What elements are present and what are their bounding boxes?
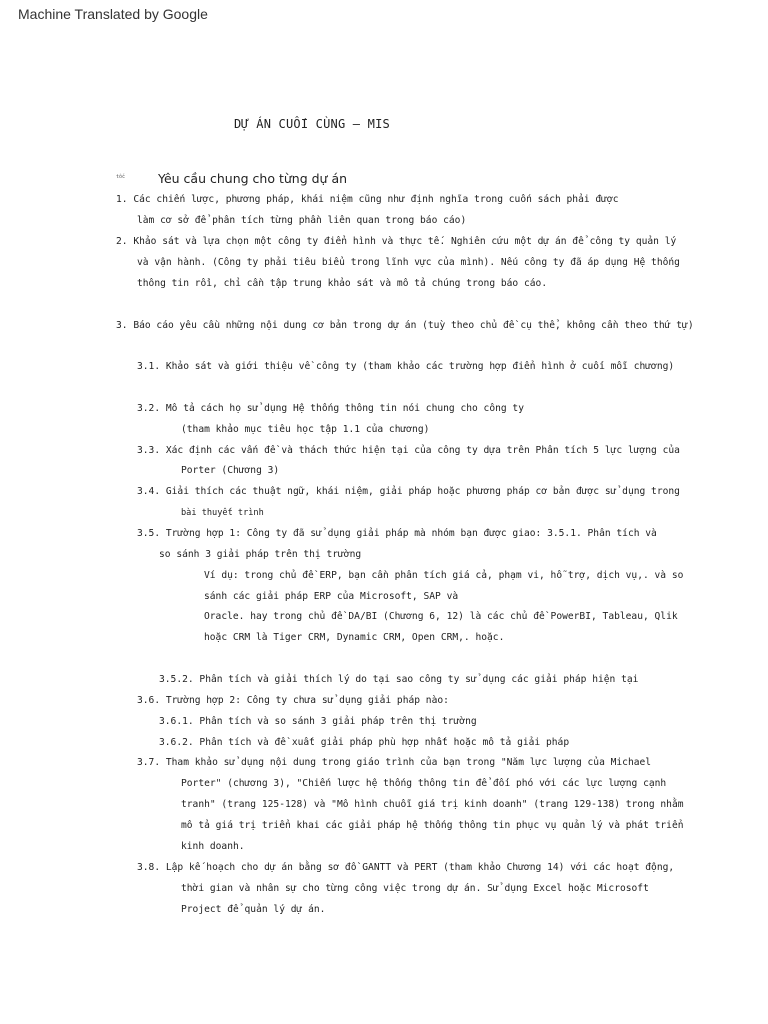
text-line: 3.5. Trường hợp 1: Công ty đã sử dụng giải pháp mà nhóm bạn được giao: 3.5.1. Phân tích và [137,528,657,539]
text-line: 3.6.2. Phân tích và đề xuất giải pháp phù hợp nhất hoặc mô tả giải pháp [159,737,570,748]
text-line: và vận hành. (Công ty phải tiêu biểu trong lĩnh vực của mình). Nếu công ty đã áp dụng Hệ thống [137,257,680,268]
document-title: DỰ ÁN CUỐI CÙNG – MIS [234,117,390,131]
text-line: Oracle. hay trong chủ đề DA/BI (Chương 6, 12) là các chủ đề PowerBI, Tableau, Qlik [204,611,678,622]
text-line: sánh các giải pháp ERP của Microsoft, SAP và [204,591,459,602]
tiny-label: tốc [116,174,126,180]
text-line: so sánh 3 giải pháp trên thị trường [159,549,362,560]
text-line: 3.2. Mô tả cách họ sử dụng Hệ thống thông tin nói chung cho công ty [137,403,524,414]
text-line: mô tả giá trị triển khai các giải pháp hệ thống thông tin phục vụ quản lý và phát triển [181,820,684,831]
text-line: 3.4. Giải thích các thuật ngữ, khái niệm, giải pháp hoặc phương pháp cơ bản được sử dụng trong [137,486,680,497]
text-line: thông tin rồi, chỉ cần tập trung khảo sát và mô tả chúng trong báo cáo. [137,278,548,289]
text-line: 3.5.2. Phân tích và giải thích lý do tại sao công ty sử dụng các giải pháp hiện tại [159,674,639,685]
text-line: Porter (Chương 3) [181,465,280,476]
text-line: hoặc CRM là Tiger CRM, Dynamic CRM, Open CRM,. hoặc. [204,632,505,643]
text-line: 1. Các chiến lược, phương pháp, khái niệm cũng như định nghĩa trong cuốn sách phải được [116,194,619,205]
text-line: kinh doanh. [181,841,245,852]
text-line: bài thuyết trình [181,508,264,518]
text-line: 3.6. Trường hợp 2: Công ty chưa sử dụng giải pháp nào: [137,695,449,706]
text-line: Porter" (chương 3), "Chiến lược hệ thống thông tin để đối phó với các lực lượng cạnh [181,778,667,789]
text-line: 3. Báo cáo yêu cầu những nội dung cơ bản trong dự án (tuỳ theo chủ đề cụ thể, không cần theo thứ tự) [116,320,694,331]
text-line: Ví dụ: trong chủ đề ERP, bạn cần phân tích giá cả, phạm vi, hỗ trợ, dịch vụ,. và so [204,570,684,581]
text-line: (tham khảo mục tiêu học tập 1.1 của chương) [181,424,430,435]
text-line: làm cơ sở để phân tích từng phần liên quan trong báo cáo) [137,215,467,226]
text-line: Project để quản lý dự án. [181,904,326,915]
text-line: thời gian và nhân sự cho từng công việc trong dự án. Sử dụng Excel hoặc Microsoft [181,883,649,894]
machine-translated-banner: Machine Translated by Google [18,6,208,22]
text-line: 3.7. Tham khảo sử dụng nội dung trong giáo trình của bạn trong "Năm lực lượng của Michael [137,757,652,768]
text-line: tranh" (trang 125-128) và "Mô hình chuỗi giá trị kinh doanh" (trang 129-138) trong nhằm [181,799,684,810]
text-line: 2. Khảo sát và lựa chọn một công ty điển hình và thực tế. Nghiên cứu một dự án để công ty quản lý [116,236,677,247]
section-heading: Yêu cầu chung cho từng dự án [158,171,348,186]
text-line: 3.6.1. Phân tích và so sánh 3 giải pháp trên thị trường [159,716,477,727]
text-line: 3.3. Xác định các vấn đề và thách thức hiện tại của công ty dựa trên Phân tích 5 lực lượng của [137,445,680,456]
text-line: 3.1. Khảo sát và giới thiệu về công ty (tham khảo các trường hợp điển hình ở cuối mỗi chương) [137,361,675,372]
text-line: 3.8. Lập kế hoạch cho dự án bằng sơ đồ GANTT và PERT (tham khảo Chương 14) với các hoạt động, [137,862,675,873]
